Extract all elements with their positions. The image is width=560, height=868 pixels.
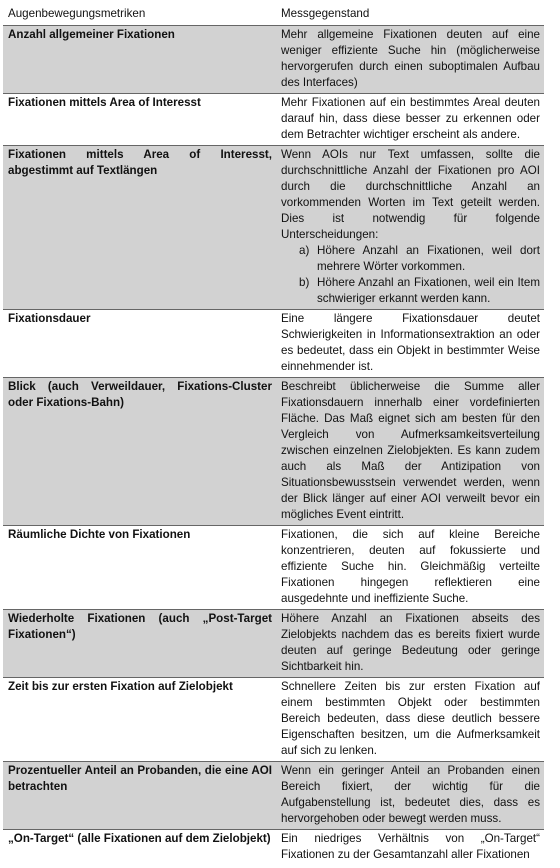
- list-item-text: Höhere Anzahl an Fixationen, weil dort mehrere Wörter vorkommen.: [317, 244, 540, 273]
- table-row: [3, 94, 544, 146]
- table-row: [3, 830, 544, 866]
- table-row: [3, 762, 544, 830]
- table-row: [3, 610, 544, 678]
- description-cell: Höhere Anzahl an Fixationen abseits des Zielobjekts nachdem das es bereits fixiert wurde deuten auf geringe Bedeutung oder geringe Sichtbarkeit hin.: [276, 610, 544, 678]
- table-row: [3, 678, 544, 762]
- list-item-text: Höhere Anzahl an Fixationen, weil ein Item schwieriger erkannt werden kann.: [317, 276, 540, 305]
- metric-cell: Fixationen mittels Area of Interesst: [3, 94, 276, 146]
- description-cell: Beschreibt üblicherweise die Summe aller Fixationsdauern innerhalb einer vordefinierten Fläche. Das Maß eignet sich am besten für den Vergleich von Aufmerksamkeitsverteilung zwischen einzelnen Zielobjekten. Es kann zudem auch als Maß der Antizipation von Situationsbewusstsein verwendet werden, wenn der Blick länger auf einer AOI verweilt bevor ein mögliches Event eintritt.: [276, 378, 544, 526]
- eye-metrics-table: [3, 4, 544, 865]
- list-item: [299, 275, 540, 307]
- description-cell: Mehr allgemeine Fixationen deuten auf eine weniger effiziente Suche hin (möglicherweise hervorgerufen durch einen suboptimalen Aufbau des Interfaces): [276, 26, 544, 94]
- metric-cell: Blick (auch Verweildauer, Fixations-Cluster oder Fixations-Bahn): [3, 378, 276, 526]
- metric-cell: Anzahl allgemeiner Fixationen: [3, 26, 276, 94]
- table-row: [3, 26, 544, 94]
- description-cell: Wenn ein geringer Anteil an Probanden einen Bereich fixiert, der wichtig für die Aufgabenstellung ist, bedeutet dies, dass es hervorgehoben oder bewegt werden muss.: [276, 762, 544, 830]
- metric-cell: Fixationen mittels Area of Interesst, abgestimmt auf Textlängen: [3, 146, 276, 310]
- metric-cell: Prozentueller Anteil an Probanden, die eine AOI betrachten: [3, 762, 276, 830]
- table-row: [3, 310, 544, 378]
- description-cell: Eine längere Fixationsdauer deutet Schwierigkeiten in Informationsextraktion an oder es bedeutet, dass ein Objekt in bestimmter Weise einnehmender ist.: [276, 310, 544, 378]
- table-row: [3, 526, 544, 610]
- metric-cell: Wiederholte Fixationen (auch „Post-Target Fixationen“): [3, 610, 276, 678]
- distinction-list: [281, 243, 540, 307]
- header-subject: Messgegenstand: [281, 7, 370, 20]
- description-cell: Ein niedriges Verhältnis von „On-Target“ Fixationen zu der Gesamtanzahl aller Fixationen: [276, 830, 544, 866]
- metric-cell: „On-Target“ (alle Fixationen auf dem Zielobjekt): [3, 830, 276, 866]
- table-row: [3, 146, 544, 310]
- description-cell: Mehr Fixationen auf ein bestimmtes Areal deuten darauf hin, dass diese besser zu erkennen oder dem Betrachter wichtiger erscheint als andere.: [276, 94, 544, 146]
- table-header-row: [3, 4, 544, 26]
- list-item-label: a): [299, 244, 310, 257]
- metric-cell: Zeit bis zur ersten Fixation auf Zielobjekt: [3, 678, 276, 762]
- metric-cell: Fixationsdauer: [3, 310, 276, 378]
- description-cell: Schnellere Zeiten bis zur ersten Fixation auf einem bestimmten Objekt oder bestimmten Bereich bedeuten, dass diese deutlich bessere Eigenschaften besitzen, um die Aufmerksamkeit auf sich zu lenken.: [276, 678, 544, 762]
- description-cell: Fixationen, die sich auf kleine Bereiche konzentrieren, deuten auf fokussierte und effiziente Suche hin. Gleichmäßig verteilte Fixationen hingegen reflektieren eine ausgedehnte und ineffiziente Suche.: [276, 526, 544, 610]
- list-item-label: b): [299, 276, 310, 289]
- table-row: [3, 378, 544, 526]
- list-item: [299, 243, 540, 275]
- description-cell: [276, 146, 544, 310]
- description-text: Wenn AOIs nur Text umfassen, sollte die durchschnittliche Anzahl der Fixationen pro AOI durch die durchschnittliche Anzahl an vorkommenden Worten im Text geteilt werden. Dies ist notwendig für folgende Unterscheidungen:: [281, 148, 540, 241]
- metric-cell: Räumliche Dichte von Fixationen: [3, 526, 276, 610]
- header-metric: Augenbewegungsmetriken: [8, 7, 146, 20]
